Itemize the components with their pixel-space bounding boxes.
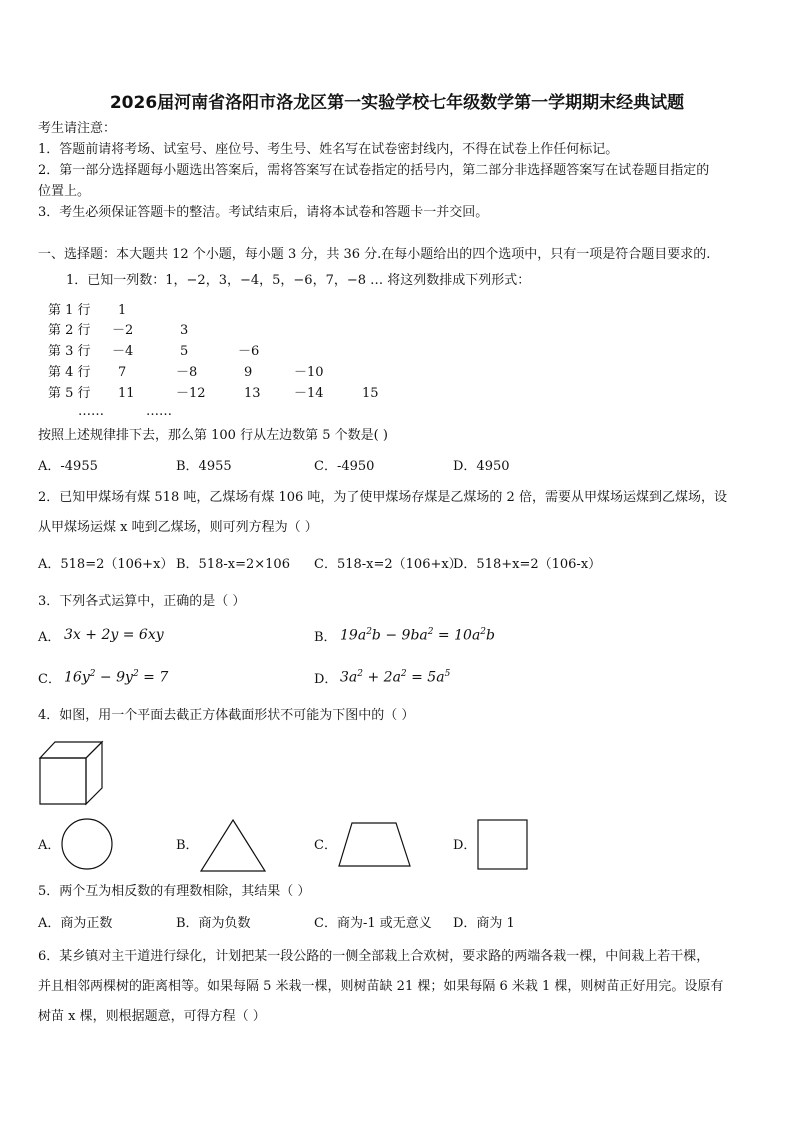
option-d: D．商为 1 [453,916,515,931]
q5-stem: 5．两个互为相反数的有理数相除，其结果（ ） [38,884,311,899]
row-label: 第 5 行 [48,386,91,401]
option-a-label: A． [38,838,61,853]
row-value: 11 [118,386,135,401]
q1-question: 按照上述规律排下去，那么第 100 行从左边数第 5 个数是( ) [38,428,388,443]
square-shape [476,818,530,872]
row-value: 13 [244,386,261,401]
row-value: －12 [176,386,206,401]
row-label: 第 2 行 [48,323,91,338]
option-c-label: C． [38,672,61,687]
q6-stem: 树苗 x 棵，则根据题意，可得方程（ ） [38,1009,266,1024]
row-value: －8 [176,365,198,380]
option-b-label: B． [314,630,337,645]
page-title: 2026届河南省洛阳市洛龙区第一实验学校七年级数学第一学期期末经典试题 [109,93,685,113]
row-value: 5 [180,344,189,359]
q4-stem: 4．如图，用一个平面去截正方体截面形状不可能为下图中的（ ） [38,708,415,723]
circle-shape [60,818,116,872]
row-value: 15 [362,386,379,401]
row-label: 第 4 行 [48,365,91,380]
row-label: 第 3 行 [48,344,91,359]
option-d: D．4950 [453,459,510,474]
option-d-label: D． [314,672,338,687]
triangle-shape [198,818,268,874]
option-d: D．518+x=2（106-x） [453,557,602,572]
math-formula: $19a^2b - 9ba^2 = 10a^2b$ [340,627,495,644]
row-value: 1 [118,303,127,318]
section-heading: 一、选择题：本大题共 12 个小题，每小题 3 分，共 36 分.在每小题给出的四个选项中，只有一项是符合题目要求的. [38,247,711,262]
row-value: －2 [112,323,134,338]
option-a: A．518=2（106+x） [38,557,174,572]
option-a: A．商为正数 [38,916,113,931]
notice-item: 3．考生必须保证答题卡的整洁。考试结束后，请将本试卷和答题卡一并交回。 [38,205,489,220]
q1-stem: 1．已知一列数：1，−2，3，−4，5，−6，7，−8 … 将这列数排成下列形式： [66,273,531,288]
math-formula: $3a^2 + 2a^2 = 5a^5$ [340,669,451,686]
option-a-label: A． [38,630,61,645]
ellipsis: …… [146,404,172,419]
math-formula: $16y^2 - 9y^2 = 7$ [64,669,169,686]
trapezoid-shape [336,820,414,870]
row-value: －6 [238,344,260,359]
option-c: C．-4950 [314,459,375,474]
q6-stem: 6．某乡镇对主干道进行绿化，计划把某一段公路的一侧全部栽上合欢树，要求路的两端各栽一棵，中间栽上若干棵， [38,949,710,964]
option-c: C．商为-1 或无意义 [314,916,432,931]
notice-item: 2．第一部分选择题每小题选出答案后，需将答案写在试卷指定的括号内，第二部分非选择题答案写在试卷题目指定的 [38,163,710,178]
notice-item: 1．答题前请将考场、试室号、座位号、考生号、姓名写在试卷密封线内，不得在试卷上作任何标记。 [38,142,619,157]
row-value: －14 [294,386,324,401]
q2-stem: 从甲煤场运煤 x 吨到乙煤场，则可列方程为（ ） [38,520,318,535]
math-formula: 3x + 2y = 6xy [64,627,164,643]
option-b: B．518-x=2×106 [176,557,290,572]
q3-stem: 3．下列各式运算中，正确的是（ ） [38,594,246,609]
option-b: B．商为负数 [176,916,251,931]
row-value: －10 [294,365,324,380]
option-b: B．4955 [176,459,232,474]
option-c-label: C． [314,838,337,853]
q6-stem: 并且相邻两棵树的距离相等。如果每隔 5 米栽一棵，则树苗缺 21 棵；如果每隔 6 米栽 1 棵，则树苗正好用完。设原有 [38,979,724,994]
option-d-label: D． [453,838,477,853]
option-a: A．-4955 [38,459,98,474]
cube-figure [38,740,108,806]
notice-item: 位置上。 [38,184,91,199]
ellipsis: …… [78,404,104,419]
notice-heading: 考生请注意： [38,121,117,136]
row-label: 第 1 行 [48,303,91,318]
q2-stem: 2．已知甲煤场有煤 518 吨，乙煤场有煤 106 吨，为了使甲煤场存煤是乙煤场的 2 倍，需要从甲煤场运煤到乙煤场，设 [38,490,727,505]
row-value: 7 [118,365,127,380]
row-value: 3 [180,323,189,338]
row-value: －4 [112,344,134,359]
option-b-label: B． [176,838,199,853]
option-c: C．518-x=2（106+x） [314,557,462,572]
row-value: 9 [244,365,253,380]
